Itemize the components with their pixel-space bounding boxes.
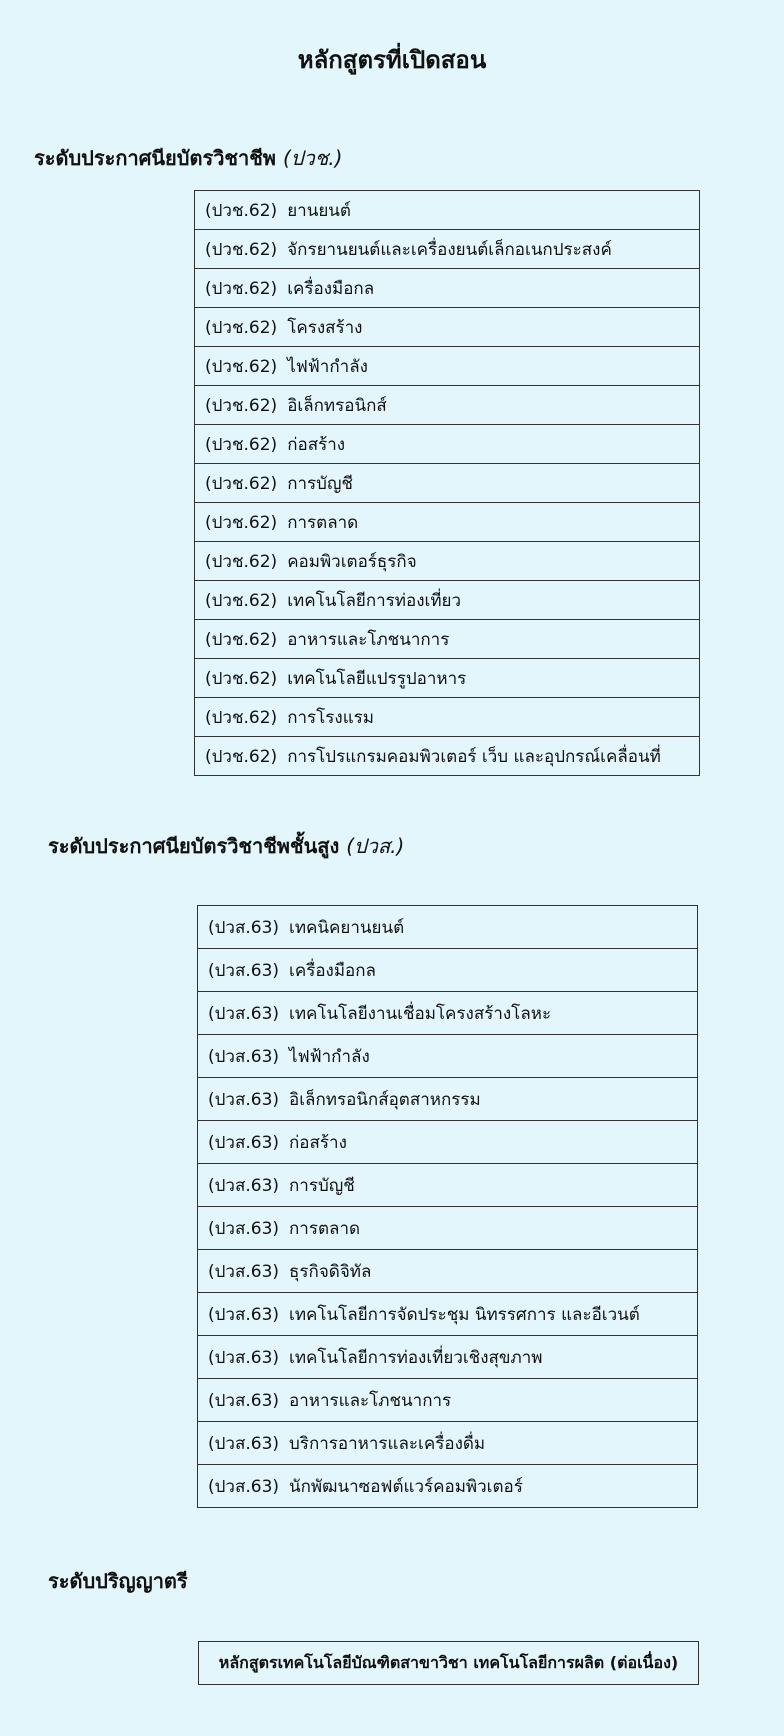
course-cell (198, 1379, 698, 1422)
table-row (198, 992, 698, 1035)
course-cell (198, 1250, 698, 1293)
course-name: บริการอาหารและเครื่องดื่ม (289, 1433, 486, 1454)
course-code: (ปวส.63) (208, 960, 280, 981)
table-row (195, 347, 700, 386)
course-code: (ปวส.63) (208, 1175, 280, 1196)
course-cell (195, 347, 700, 386)
course-code: (ปวส.63) (208, 1476, 280, 1497)
heading-vocational (34, 142, 342, 174)
table-row (198, 1207, 698, 1250)
table-row (198, 1121, 698, 1164)
course-cell (195, 269, 700, 308)
heading-high-vocational-text: ระดับประกาศนียบัตรวิชาชีพชั้นสูง (48, 834, 340, 858)
heading-high-vocational-abbr: (ปวส.) (346, 834, 405, 858)
course-name: การบัญชี (287, 473, 353, 494)
course-cell (195, 698, 700, 737)
table-row (195, 464, 700, 503)
course-cell (195, 230, 700, 269)
table-row (198, 1164, 698, 1207)
course-cell (195, 542, 700, 581)
course-cell (195, 308, 700, 347)
heading-bachelor (48, 1565, 188, 1597)
table-row (195, 581, 700, 620)
course-name: อาหารและโภชนาการ (289, 1390, 452, 1411)
course-code: (ปวส.63) (208, 1218, 280, 1239)
course-code: (ปวส.63) (208, 1089, 280, 1110)
course-code: (ปวช.62) (205, 317, 278, 338)
course-code: (ปวส.63) (208, 1132, 280, 1153)
course-cell (195, 386, 700, 425)
course-name: ไฟฟ้ากำลัง (289, 1046, 370, 1067)
course-name: อาหารและโภชนาการ (287, 629, 450, 650)
course-cell (198, 1422, 698, 1465)
course-code: (ปวช.62) (205, 668, 278, 689)
course-cell (198, 1035, 698, 1078)
course-name: การโปรแกรมคอมพิวเตอร์ เว็บ และอุปกรณ์เคลื่อนที่ (287, 746, 661, 767)
course-cell (198, 1207, 698, 1250)
table-row (198, 1250, 698, 1293)
table-row (195, 386, 700, 425)
course-code: (ปวส.63) (208, 1347, 280, 1368)
course-code: (ปวช.62) (205, 707, 278, 728)
course-cell (198, 949, 698, 992)
course-code: (ปวช.62) (205, 746, 278, 767)
course-cell (195, 581, 700, 620)
course-name: เทคโนโลยีการจัดประชุม นิทรรศการ และอีเวนต์ (289, 1304, 640, 1325)
table-row (199, 1642, 699, 1685)
table-row (195, 737, 700, 776)
course-name: โครงสร้าง (287, 317, 363, 338)
course-cell (195, 191, 700, 230)
course-name: เครื่องมือกล (289, 960, 376, 981)
table-row (198, 1465, 698, 1508)
vocational-course-table (194, 190, 700, 776)
course-cell (198, 992, 698, 1035)
table-row (195, 659, 700, 698)
course-cell (195, 659, 700, 698)
course-name: ก่อสร้าง (287, 434, 346, 455)
course-name: การโรงแรม (287, 707, 375, 728)
course-name: เครื่องมือกล (287, 278, 375, 299)
bachelor-course-table (198, 1641, 699, 1685)
course-name: จักรยานยนต์และเครื่องยนต์เล็กอเนกประสงค์ (287, 239, 612, 260)
course-name: การบัญชี (289, 1175, 355, 1196)
course-code: (ปวส.63) (208, 917, 280, 938)
course-name: ธุรกิจดิจิทัล (289, 1261, 372, 1282)
course-code: (ปวส.63) (208, 1046, 280, 1067)
table-row (198, 1035, 698, 1078)
course-name: ไฟฟ้ากำลัง (287, 356, 368, 377)
course-cell (199, 1642, 699, 1685)
table-row (195, 191, 700, 230)
course-code: (ปวช.62) (205, 590, 278, 611)
course-code: (ปวช.62) (205, 278, 278, 299)
course-name: หลักสูตรเทคโนโลยีบัณฑิตสาขาวิชา เทคโนโลยีการผลิต (ต่อเนื่อง) (218, 1652, 679, 1672)
table-row (195, 503, 700, 542)
course-code: (ปวช.62) (205, 512, 278, 533)
heading-vocational-text: ระดับประกาศนียบัตรวิชาชีพ (34, 146, 276, 170)
table-row (198, 1379, 698, 1422)
course-code: (ปวช.62) (205, 200, 278, 221)
course-name: อิเล็กทรอนิกส์อุตสาหกรรม (289, 1089, 481, 1110)
course-cell (198, 906, 698, 949)
table-row (195, 230, 700, 269)
heading-vocational-abbr: (ปวช.) (282, 146, 343, 170)
course-cell (198, 1078, 698, 1121)
table-row (195, 698, 700, 737)
table-row (195, 542, 700, 581)
table-row (198, 1293, 698, 1336)
page-title: หลักสูตรที่เปิดสอน (297, 46, 487, 74)
heading-bachelor-text: ระดับปริญญาตรี (48, 1569, 188, 1593)
high-vocational-course-table (197, 905, 698, 1508)
course-code: (ปวส.63) (208, 1304, 280, 1325)
course-cell (198, 1293, 698, 1336)
course-name: อิเล็กทรอนิกส์ (287, 395, 387, 416)
course-name: เทคโนโลยีแปรรูปอาหาร (287, 668, 467, 689)
table-row (198, 1078, 698, 1121)
table-row (198, 906, 698, 949)
table-row (195, 620, 700, 659)
course-name: เทคโนโลยีงานเชื่อมโครงสร้างโลหะ (289, 1003, 552, 1024)
course-code: (ปวช.62) (205, 434, 278, 455)
course-name: นักพัฒนาซอฟต์แวร์คอมพิวเตอร์ (289, 1476, 523, 1497)
course-cell (195, 464, 700, 503)
course-cell (198, 1164, 698, 1207)
course-cell (195, 503, 700, 542)
course-cell (198, 1121, 698, 1164)
course-code: (ปวช.62) (205, 473, 278, 494)
course-code: (ปวส.63) (208, 1390, 280, 1411)
course-cell (198, 1336, 698, 1379)
course-cell (195, 737, 700, 776)
course-code: (ปวส.63) (208, 1003, 280, 1024)
table-row (195, 269, 700, 308)
course-code: (ปวส.63) (208, 1261, 280, 1282)
course-name: เทคโนโลยีการท่องเที่ยว (287, 590, 462, 611)
table-row (198, 949, 698, 992)
course-name: เทคโนโลยีการท่องเที่ยวเชิงสุขภาพ (289, 1347, 543, 1368)
table-row (195, 425, 700, 464)
course-cell (198, 1465, 698, 1508)
course-code: (ปวส.63) (208, 1433, 280, 1454)
course-name: คอมพิวเตอร์ธุรกิจ (287, 551, 417, 572)
course-code: (ปวช.62) (205, 356, 278, 377)
course-name: ก่อสร้าง (289, 1132, 347, 1153)
course-name: การตลาด (287, 512, 359, 533)
course-cell (195, 620, 700, 659)
course-code: (ปวช.62) (205, 239, 278, 260)
heading-high-vocational (48, 830, 404, 862)
table-row (198, 1422, 698, 1465)
course-name: เทคนิคยานยนต์ (289, 917, 405, 938)
course-code: (ปวช.62) (205, 395, 278, 416)
course-code: (ปวช.62) (205, 629, 278, 650)
course-code: (ปวช.62) (205, 551, 278, 572)
course-name: การตลาด (289, 1218, 361, 1239)
table-row (195, 308, 700, 347)
table-row (198, 1336, 698, 1379)
course-name: ยานยนต์ (287, 200, 351, 221)
course-cell (195, 425, 700, 464)
